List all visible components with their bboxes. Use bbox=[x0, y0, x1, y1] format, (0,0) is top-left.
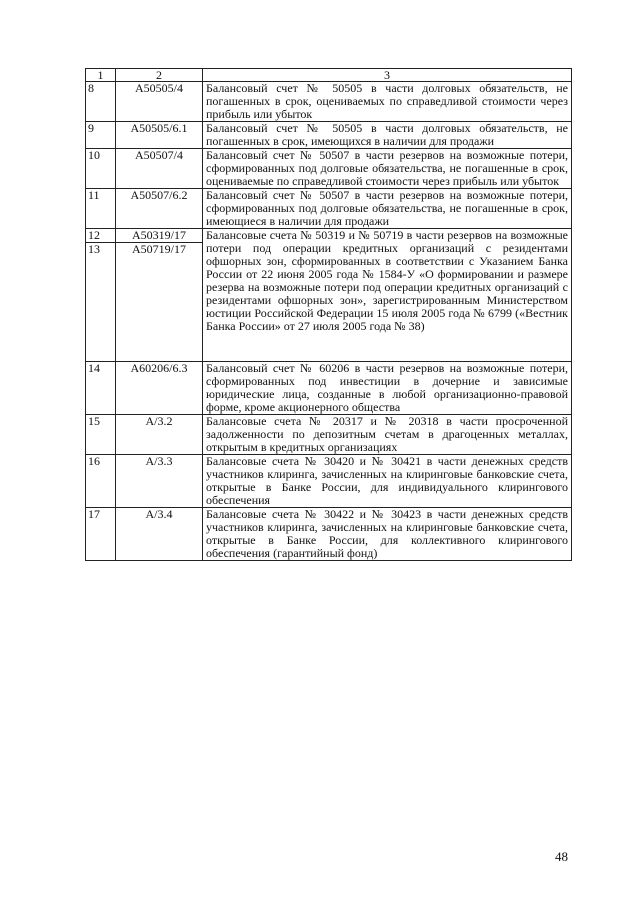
table-row bbox=[86, 189, 572, 229]
row-number: 17 bbox=[86, 508, 116, 561]
account-description: Балансовый счет № 50507 в части резервов на возможные потери, сформированных под долговые обязательства, не погашенные в срок, оцениваемые по справедливой стоимости через прибыль или убыток bbox=[203, 149, 572, 189]
account-description: Балансовый счет № 50507 в части резервов на возможные потери, сформированных под долговые обязательства, не погашенные в срок, имеющиеся в наличии для продажи bbox=[203, 189, 572, 229]
account-code: А50507/4 bbox=[116, 149, 203, 189]
table-row bbox=[86, 508, 572, 561]
column-header-2: 2 bbox=[116, 69, 203, 82]
account-description: Балансовые счета № 30422 и № 30423 в части денежных средств участников клиринга, зачисленных на клиринговые банковские счета, открытые в Банке России, для коллективного клирингового обеспечения (гарантийный фонд) bbox=[203, 508, 572, 561]
row-number: 16 bbox=[86, 455, 116, 508]
account-code: А50719/17 bbox=[116, 243, 203, 362]
account-code: А50507/6.2 bbox=[116, 189, 203, 229]
account-code: А/3.4 bbox=[116, 508, 203, 561]
account-code: А/3.2 bbox=[116, 415, 203, 455]
row-number: 8 bbox=[86, 82, 116, 122]
account-description: Балансовые счета № 20317 и № 20318 в части просроченной задолженности по депозитным счетам в драгоценных металлах, открытым в кредитных организациях bbox=[203, 415, 572, 455]
account-code: А50319/17 bbox=[116, 229, 203, 243]
row-number: 9 bbox=[86, 122, 116, 149]
account-code: А50505/6.1 bbox=[116, 122, 203, 149]
account-code: А/3.3 bbox=[116, 455, 203, 508]
table-row bbox=[86, 122, 572, 149]
accounts-table bbox=[85, 68, 572, 561]
row-number: 12 bbox=[86, 229, 116, 243]
page-number: 48 bbox=[555, 849, 568, 864]
row-number: 10 bbox=[86, 149, 116, 189]
row-number: 13 bbox=[86, 243, 116, 362]
table-row bbox=[86, 455, 572, 508]
account-description: Балансовые счета № 30420 и № 30421 в части денежных средств участников клиринга, зачисленных на клиринговые банковские счета, открытые в Банке России, для индивидуального клирингового обеспечения bbox=[203, 455, 572, 508]
column-header-1: 1 bbox=[86, 69, 116, 82]
table-header-row bbox=[86, 69, 572, 82]
table-row bbox=[86, 229, 572, 243]
account-description: Балансовые счета № 50319 и № 50719 в части резервов на возможные потери под операции кредитных организаций с резидентами офшорных зон, сформированных в соответствии с Указанием Банка России от 22 июня 2005 года № 1584-У «О формировании и размере резерва на возможные потери под операции кредитных организаций с резидентами офшорных зон», зарегистрированным Министерством юстиции Российской Федерации 15 июля 2005 года № 6799 («Вестник Банка России» от 27 июля 2005 года № 38) bbox=[203, 229, 572, 362]
account-code: А60206/6.3 bbox=[116, 362, 203, 415]
column-header-3: 3 bbox=[203, 69, 572, 82]
table-row bbox=[86, 415, 572, 455]
row-number: 11 bbox=[86, 189, 116, 229]
account-description: Балансовый счет № 50505 в части долговых обязательств, не погашенных в срок, оцениваемых по справедливой стоимости через прибыль или убыток bbox=[203, 82, 572, 122]
table-row bbox=[86, 82, 572, 122]
account-description: Балансовый счет № 60206 в части резервов на возможные потери, сформированных под инвестиции в дочерние и зависимые юридические лица, созданные в любой организационно-правовой форме, кроме акционерного общества bbox=[203, 362, 572, 415]
account-description: Балансовый счет № 50505 в части долговых обязательств, не погашенных в срок, имеющихся в наличии для продажи bbox=[203, 122, 572, 149]
row-number: 14 bbox=[86, 362, 116, 415]
table-row bbox=[86, 149, 572, 189]
table-row bbox=[86, 362, 572, 415]
account-code: А50505/4 bbox=[116, 82, 203, 122]
row-number: 15 bbox=[86, 415, 116, 455]
